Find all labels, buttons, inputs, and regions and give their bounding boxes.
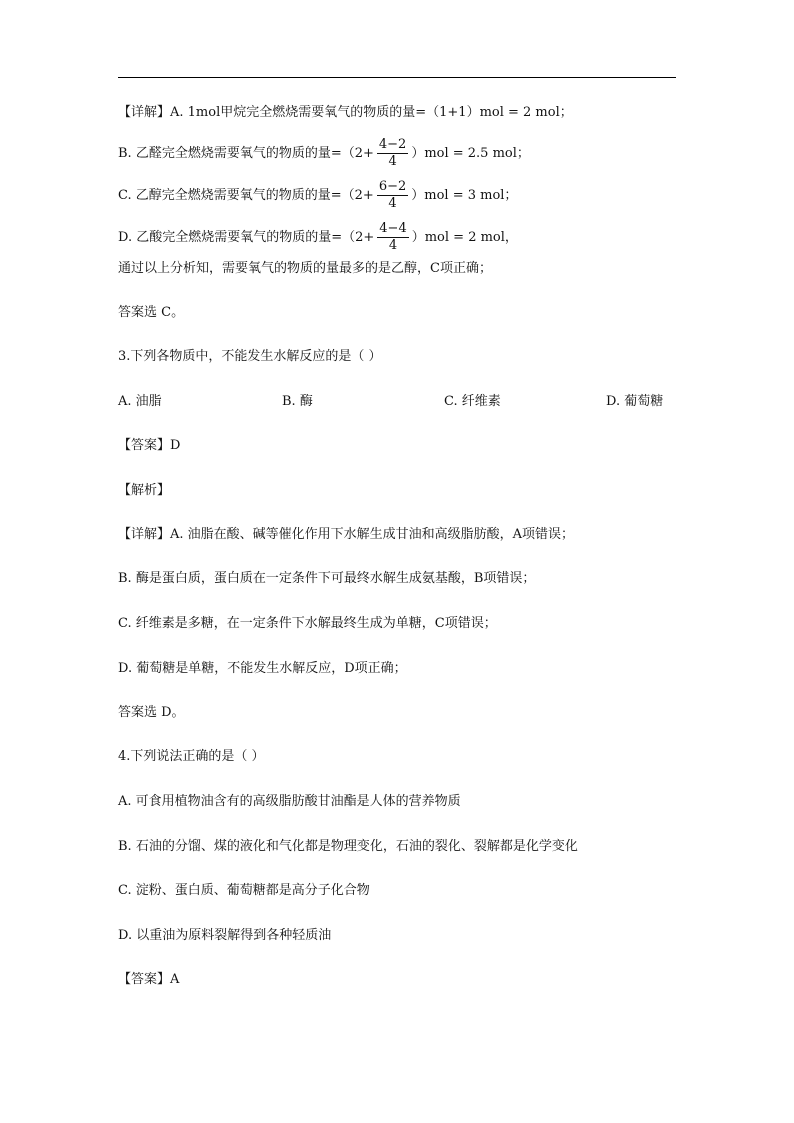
q3-answer-line: 答案选 D。	[118, 705, 185, 720]
q3-answer: 【答案】D	[118, 438, 181, 453]
q3-detail-c: C. 纤维素是多糖，在一定条件下水解最终生成为单糖，C项错误；	[118, 616, 497, 631]
solution-conclusion: 通过以上分析知，需要氧气的物质的量最多的是乙醇，C项正确；	[118, 261, 492, 276]
q4-option-c: C. 淀粉、蛋白质、葡萄糖都是高分子化合物	[118, 883, 370, 898]
fraction-b-denominator: 4	[388, 154, 397, 169]
line-b-prefix: B. 乙醛完全燃烧需要氧气的物质的量=（2+	[118, 146, 374, 161]
line-c-prefix: C. 乙醇完全燃烧需要氧气的物质的量=（2+	[118, 188, 374, 203]
q3-option-c: C. 纤维素	[444, 394, 501, 409]
q3-detail-b: B. 酶是蛋白质，蛋白质在一定条件下可最终水解生成氨基酸，B项错误；	[118, 571, 536, 586]
q3-detail-a: 【详解】A. 油脂在酸、碱等催化作用下水解生成甘油和高级脂肪酸，A项错误；	[118, 527, 575, 542]
q3-option-a: A. 油脂	[118, 394, 162, 409]
line-b-suffix: ）mol = 2.5 mol；	[411, 146, 530, 161]
solution-line-b	[118, 138, 530, 169]
q4-option-b: B. 石油的分馏、煤的液化和气化都是物理变化，石油的裂化、裂解都是化学变化	[118, 839, 578, 854]
q4-option-a: A. 可食用植物油含有的高级脂肪酸甘油酯是人体的营养物质	[118, 794, 461, 809]
q4-stem: 4.下列说法正确的是（ ）	[118, 749, 265, 764]
fraction-b	[377, 138, 408, 169]
fraction-d	[377, 222, 408, 253]
prev-answer-line: 答案选 C。	[118, 305, 185, 320]
q3-option-b: B. 酶	[282, 394, 313, 409]
q3-option-d: D. 葡萄糖	[606, 394, 664, 409]
q4-option-d: D. 以重油为原料裂解得到各种轻质油	[118, 928, 332, 943]
fraction-d-numerator: 4−4	[379, 221, 407, 236]
line-d-suffix: ）mol = 2 mol，	[411, 230, 518, 245]
q3-detail-d: D. 葡萄糖是单糖，不能发生水解反应，D项正确；	[118, 661, 407, 676]
header-rule	[118, 77, 676, 78]
fraction-c-numerator: 6−2	[378, 179, 407, 194]
fraction-c-denominator: 4	[388, 196, 397, 211]
line-c-suffix: ）mol = 3 mol；	[411, 188, 518, 203]
q3-stem: 3.下列各物质中，不能发生水解反应的是（ ）	[118, 349, 382, 364]
fraction-d-denominator: 4	[388, 238, 398, 253]
solution-line-d	[118, 222, 518, 253]
solution-line-a: 【详解】A. 1mol甲烷完全燃烧需要氧气的物质的量=（1+1）mol = 2 mol；	[118, 105, 573, 120]
q3-analysis-label: 【解析】	[118, 483, 171, 498]
solution-line-c	[118, 180, 517, 211]
q4-answer: 【答案】A	[118, 972, 180, 987]
line-d-prefix: D. 乙酸完全燃烧需要氧气的物质的量=（2+	[118, 230, 375, 245]
fraction-b-numerator: 4−2	[378, 137, 407, 152]
fraction-c	[377, 180, 408, 211]
